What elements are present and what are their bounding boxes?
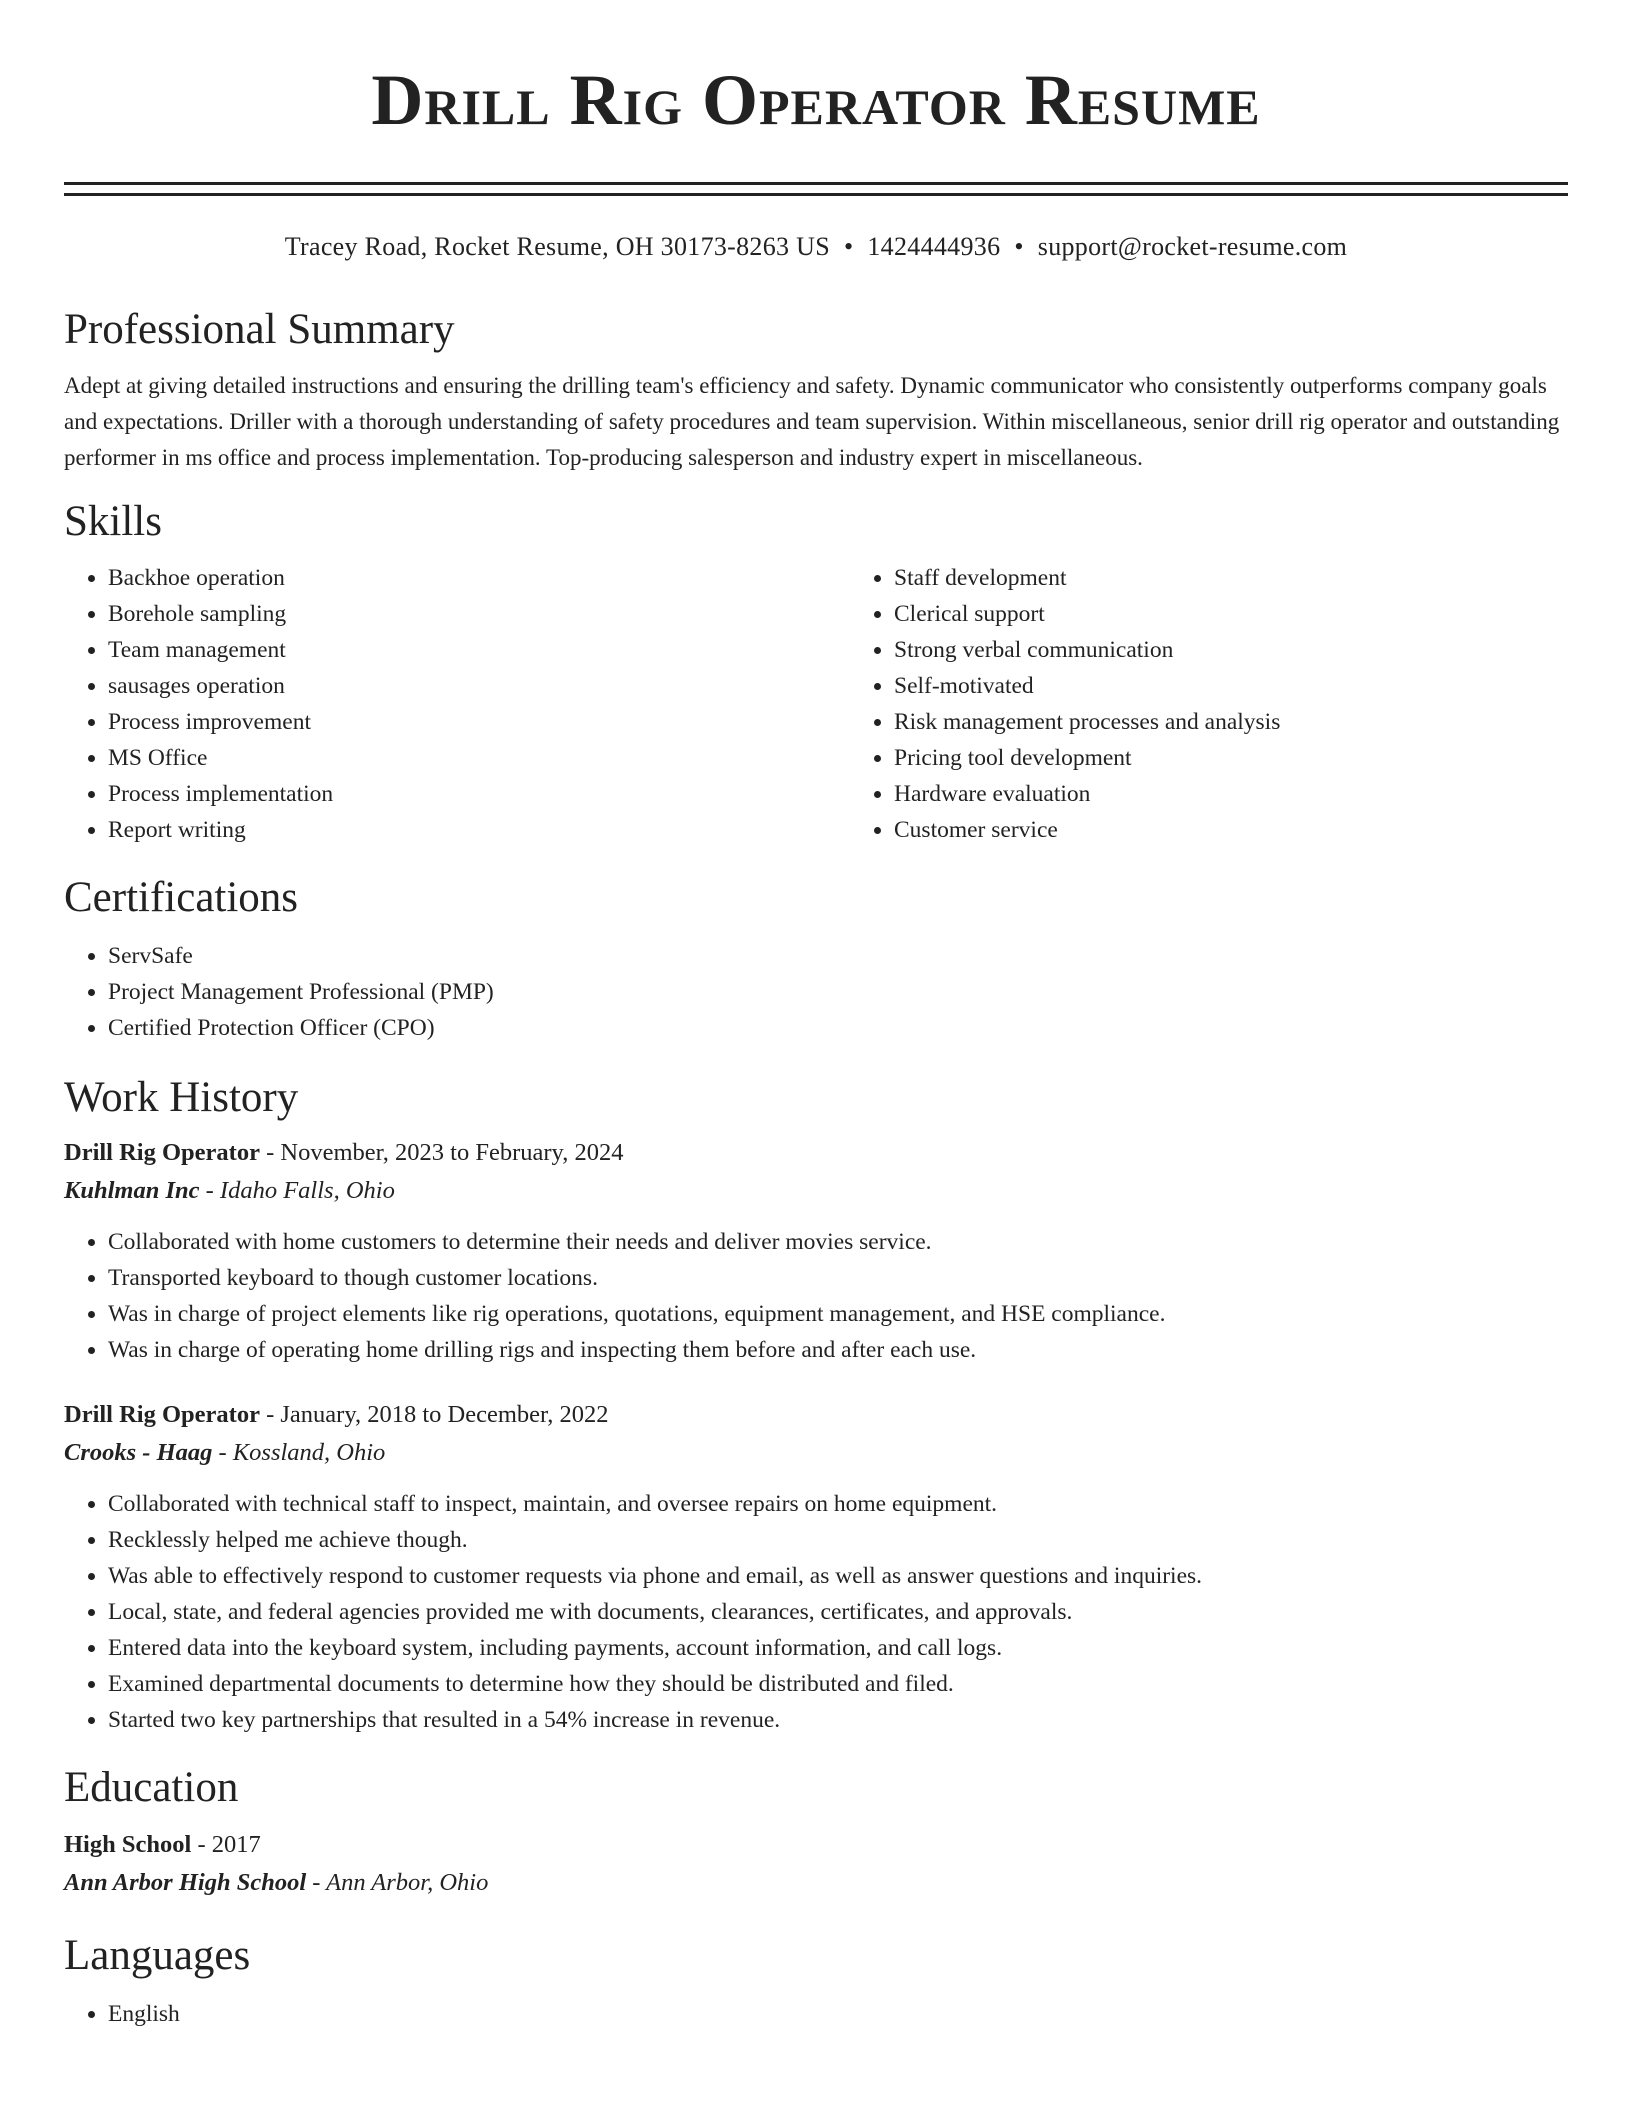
- contact-email: support@rocket-resume.com: [1037, 232, 1348, 261]
- job-header: Drill Rig Operator - January, 2018 to December, 2022: [64, 1401, 609, 1428]
- resume-title: Drill Rig Operator Resume: [371, 60, 1261, 140]
- skills-grid: [64, 560, 1568, 848]
- job-company: Crooks - Haag: [64, 1439, 213, 1466]
- skill-item: • Process improvement: [108, 704, 850, 740]
- job-bullet: • Transported keyboard to though customer locations.: [108, 1260, 1568, 1296]
- job-bullet: • Was in charge of operating home drilling rigs and inspecting them before and after each use.: [108, 1332, 1568, 1368]
- job-title: Drill Rig Operator: [64, 1401, 260, 1428]
- job-dates: January, 2018 to December, 2022: [280, 1401, 609, 1428]
- contact-separator: •: [1014, 232, 1024, 261]
- contact-phone: 1424444936: [867, 232, 1001, 261]
- skill-item: • Backhoe operation: [108, 560, 850, 596]
- contact-separator: •: [843, 232, 854, 261]
- resume-page: [64, 0, 1568, 2032]
- title-double-rule: [64, 182, 1568, 196]
- skill-item: • Borehole sampling: [108, 596, 850, 632]
- skill-item: • Clerical support: [894, 596, 1632, 632]
- job-bullet: • Entered data into the keyboard system, including payments, account information, and call logs.: [108, 1630, 1568, 1666]
- languages-list: [64, 1996, 1568, 2032]
- job-header: Drill Rig Operator - November, 2023 to February, 2024: [64, 1139, 624, 1166]
- job-bullets: [64, 1224, 1568, 1368]
- education-degree: High School: [64, 1831, 192, 1858]
- skill-item: • Team management: [108, 632, 850, 668]
- education-year: 2017: [211, 1831, 261, 1858]
- job-bullet: • Was able to effectively respond to customer requests via phone and email, as well as answer questions and inquiries.: [108, 1558, 1568, 1594]
- certification-item: • ServSafe: [108, 938, 1568, 974]
- job-location: Kossland, Ohio: [232, 1439, 386, 1466]
- skill-item: • Staff development: [894, 560, 1632, 596]
- skills-list-left: [64, 560, 850, 848]
- skill-item: • Report writing: [108, 812, 850, 848]
- certification-item: • Project Management Professional (PMP): [108, 974, 1568, 1010]
- skills-heading: Skills: [64, 498, 162, 545]
- job-bullet: • Was in charge of project elements like rig operations, quotations, equipment management, and HSE compliance.: [108, 1296, 1568, 1332]
- certifications-heading: Certifications: [64, 874, 299, 921]
- skill-item: • Self-motivated: [894, 668, 1632, 704]
- education-school: Ann Arbor High School: [64, 1869, 307, 1896]
- education-school-line: Ann Arbor High School - Ann Arbor, Ohio: [64, 1869, 489, 1896]
- work-history-heading: Work History: [64, 1074, 299, 1121]
- job-company: Kuhlman Inc: [64, 1177, 200, 1204]
- job-location: Idaho Falls, Ohio: [219, 1177, 395, 1204]
- job-entry: [64, 1134, 1568, 1368]
- job-entry: [64, 1396, 1568, 1738]
- summary-text: Adept at giving detailed instructions and ensuring the drilling team's efficiency and safety. Dynamic communicator who consistently outperforms company goals and expectations. Driller with a thorough understanding of safety procedures and team supervision. Within miscellaneous, senior drill rig operator and outstanding performer in ms office and process implementation. Top-producing salesperson and industry expert in miscellaneous.: [64, 373, 1560, 470]
- certification-item: • Certified Protection Officer (CPO): [108, 1010, 1568, 1046]
- skill-item: • Pricing tool development: [894, 740, 1632, 776]
- contact-line: [64, 230, 1568, 264]
- job-bullets: [64, 1486, 1568, 1738]
- job-title: Drill Rig Operator: [64, 1139, 260, 1166]
- job-bullet: • Examined departmental documents to determine how they should be distributed and filed.: [108, 1666, 1568, 1702]
- skill-item: • Risk management processes and analysis: [894, 704, 1632, 740]
- education-location: Ann Arbor, Ohio: [326, 1869, 489, 1896]
- job-company-line: Kuhlman Inc - Idaho Falls, Ohio: [64, 1177, 395, 1204]
- job-company-line: Crooks - Haag - Kossland, Ohio: [64, 1439, 386, 1466]
- skill-item: • Hardware evaluation: [894, 776, 1632, 812]
- job-bullet: • Recklessly helped me achieve though.: [108, 1522, 1568, 1558]
- education-header: High School - 2017: [64, 1831, 261, 1858]
- job-bullet: • Started two key partnerships that resulted in a 54% increase in revenue.: [108, 1702, 1568, 1738]
- education-heading: Education: [64, 1764, 239, 1811]
- skill-item: • sausages operation: [108, 668, 850, 704]
- language-item: • English: [108, 1996, 1568, 2032]
- certifications-list: [64, 938, 1568, 1046]
- summary-heading: Professional Summary: [64, 306, 455, 353]
- skill-item: • Customer service: [894, 812, 1632, 848]
- job-dates: November, 2023 to February, 2024: [280, 1139, 624, 1166]
- skill-item: • MS Office: [108, 740, 850, 776]
- contact-address: Tracey Road, Rocket Resume, OH 30173-8263 US: [284, 232, 830, 261]
- job-bullet: • Collaborated with technical staff to inspect, maintain, and oversee repairs on home equipment.: [108, 1486, 1568, 1522]
- education-entry: [64, 1826, 1568, 1902]
- skill-item: • Strong verbal communication: [894, 632, 1632, 668]
- languages-heading: Languages: [64, 1932, 251, 1979]
- job-bullet: • Local, state, and federal agencies provided me with documents, clearances, certificates, and approvals.: [108, 1594, 1568, 1630]
- skills-list-right: [850, 560, 1632, 848]
- skill-item: • Process implementation: [108, 776, 850, 812]
- job-bullet: • Collaborated with home customers to determine their needs and deliver movies service.: [108, 1224, 1568, 1260]
